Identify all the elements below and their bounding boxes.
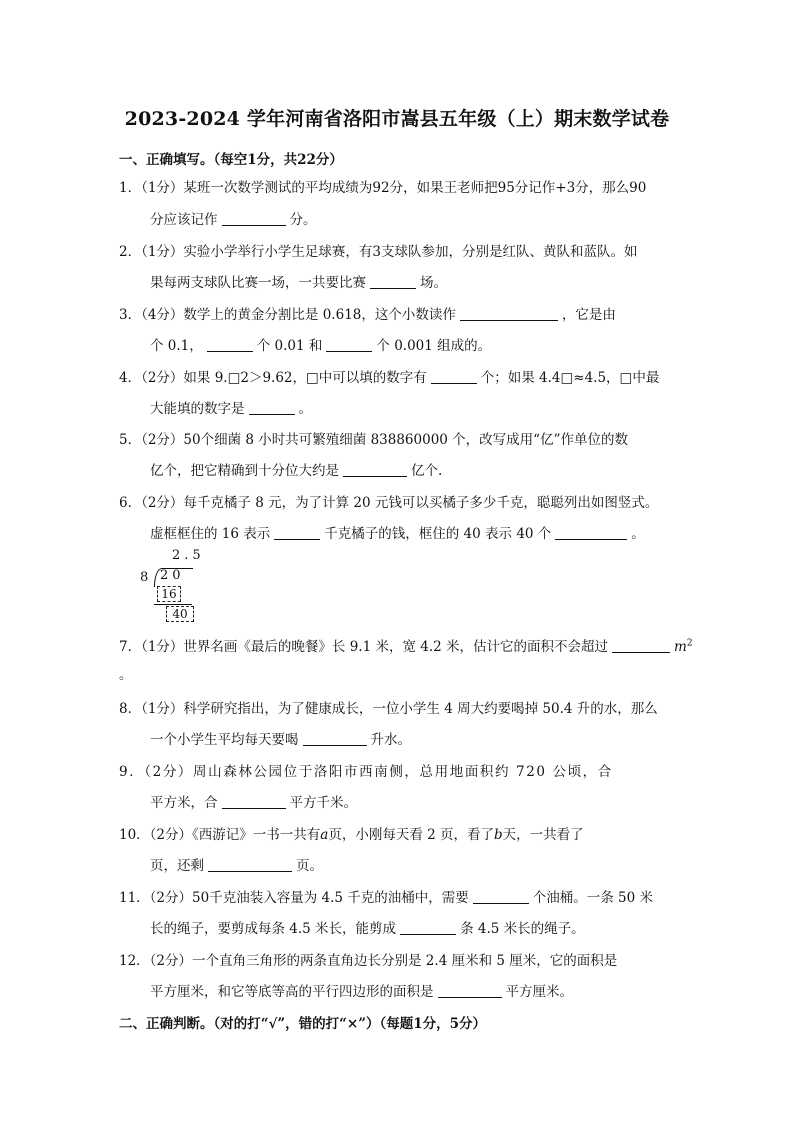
text: 个 0.1，	[150, 338, 203, 354]
question-4-line-1	[119, 366, 659, 386]
text: 4．（2分）如果 9.□2＞9.62，□中可以填的数字有	[119, 370, 427, 386]
text: 长的绳子，要剪成每条 4.5 米长，能剪成	[150, 921, 397, 937]
division-dividend: 20	[160, 568, 185, 583]
question-7-line-1	[119, 635, 693, 655]
question-12-line-2	[150, 980, 573, 1000]
answer-blank[interactable]	[460, 306, 558, 321]
text: 平方厘米，和它等底等高的平行四边形的面积是	[150, 984, 434, 1000]
text: 大能填的数字是	[150, 401, 245, 417]
question-12-line-1: 12．（2分）一个直角三角形的两条直角边长分别是 2.4 厘米和 5 厘米，它的面积是	[119, 953, 618, 969]
text: 条 4.5 米长的绳子。	[460, 921, 585, 937]
text: 平方米，合	[150, 795, 218, 811]
section-heading-2: 二、正确判断。（对的打“√”，错的打“×”）（每题1分，5分）	[119, 1016, 487, 1032]
text: 亿个，把它精确到十分位大约是	[150, 463, 339, 479]
answer-blank[interactable]	[326, 337, 372, 352]
answer-blank[interactable]	[400, 920, 456, 935]
question-5-line-2	[150, 459, 442, 479]
question-6-line-2	[150, 522, 645, 542]
question-11-line-2	[150, 917, 585, 937]
division-quotient: 2.5	[172, 548, 205, 563]
text: 。	[298, 401, 312, 417]
text: 平方厘米。	[505, 984, 573, 1000]
division-rule	[154, 604, 192, 605]
answer-blank[interactable]	[222, 794, 286, 809]
question-1-line-2	[150, 208, 317, 228]
text: 个油桶。一条 50 米	[532, 890, 654, 906]
page-title: 2023-2024 学年河南省洛阳市嵩县五年级（上）期末数学试卷	[124, 108, 670, 130]
question-4-line-2	[150, 397, 312, 417]
text: 个 0.01 和	[256, 338, 323, 354]
long-division-figure	[140, 548, 205, 621]
answer-blank[interactable]	[431, 369, 477, 384]
text: 。	[631, 526, 645, 542]
answer-blank[interactable]	[208, 857, 292, 872]
question-7-line-2: 。	[119, 667, 133, 683]
answer-blank[interactable]	[222, 211, 286, 226]
text: 千克橘子的钱，框住的 40 表示 40 个	[324, 526, 552, 542]
text: 虚框框住的 16 表示	[150, 526, 271, 542]
text: 个 0.001 组成的。	[376, 338, 492, 354]
question-2-line-1: 2．（1分）实验小学举行小学生足球赛，有3支球队参加，分别是红队、黄队和蓝队。如	[119, 244, 638, 260]
question-1-line-1: 1．（1分）某班一次数学测试的平均成绩为92分，如果王老师把95分记作+3分，那么90	[119, 180, 647, 196]
text: 升水。	[370, 732, 411, 748]
division-partial-product-boxed: 16	[157, 586, 181, 602]
text: 个；如果 4.4□≈4.5，□中最	[480, 370, 660, 386]
section-heading-1: 一、正确填写。（每空1分，共22分）	[119, 152, 343, 168]
answer-blank[interactable]	[473, 889, 529, 904]
text: 分。	[289, 212, 317, 228]
question-10-line-1	[119, 823, 584, 843]
question-5-line-1: 5．（2分）50个细菌 8 小时共可繁殖细菌 838860000 个，改写成用“亿”作单位的数	[119, 432, 628, 448]
answer-blank[interactable]	[370, 274, 416, 289]
text: 页，还剩	[150, 858, 204, 874]
text: 天，一共看了	[502, 827, 584, 843]
answer-blank[interactable]	[438, 983, 502, 998]
question-9-line-1: 9．（2分）周山森林公园位于洛阳市西南侧，总用地面积约 720 公顷，合	[119, 764, 613, 780]
text: 11．（2分）50千克油装入容量为 4.5 千克的油桶中，需要	[119, 890, 469, 906]
answer-blank[interactable]	[555, 525, 627, 540]
question-2-line-2	[150, 271, 447, 291]
text: 页。	[296, 858, 323, 874]
text: ，它是由	[561, 307, 616, 323]
answer-blank[interactable]	[343, 462, 407, 477]
variable-b: b	[494, 827, 503, 843]
question-10-line-2	[150, 854, 323, 874]
question-9-line-2	[150, 791, 357, 811]
question-8-line-2	[150, 728, 411, 748]
answer-blank[interactable]	[249, 400, 295, 415]
answer-blank[interactable]	[612, 638, 670, 653]
text: 场。	[420, 275, 447, 291]
question-3-line-1	[119, 303, 616, 323]
answer-blank[interactable]	[207, 337, 253, 352]
unit-exponent: 2	[686, 638, 693, 649]
text: 7．（1分）世界名画《最后的晚餐》长 9.1 米，宽 4.2 米，估计它的面积不会超过	[119, 639, 609, 655]
division-divisor: 8	[140, 570, 149, 585]
text: 10．（2分）《西游记》一书一共有	[119, 827, 321, 843]
unit-text: m	[674, 639, 687, 655]
question-3-line-2	[150, 334, 491, 354]
variable-a: a	[320, 827, 329, 843]
text: 平方千米。	[289, 795, 357, 811]
text: 亿个.	[411, 463, 443, 479]
text: 果每两支球队比赛一场，一共要比赛	[150, 275, 366, 291]
answer-blank[interactable]	[274, 525, 320, 540]
text: 页，小刚每天看 2 页，看了	[328, 827, 495, 843]
question-11-line-1	[119, 886, 653, 906]
division-remainder-boxed: 40	[166, 606, 194, 622]
text: 一个小学生平均每天要喝	[150, 732, 299, 748]
question-6-line-1: 6．（2分）每千克橘子 8 元，为了计算 20 元钱可以买橘子多少千克，聪聪列出如图竖式。	[119, 495, 659, 511]
answer-blank[interactable]	[303, 731, 367, 746]
question-8-line-1: 8．（1分）科学研究指出，为了健康成长，一位小学生 4 周大约要喝掉 50.4 升的水，那么	[119, 701, 658, 717]
text: 分应该记作	[150, 212, 218, 228]
text: 3．（4分）数学上的黄金分割比是 0.618，这个小数读作	[119, 307, 456, 323]
